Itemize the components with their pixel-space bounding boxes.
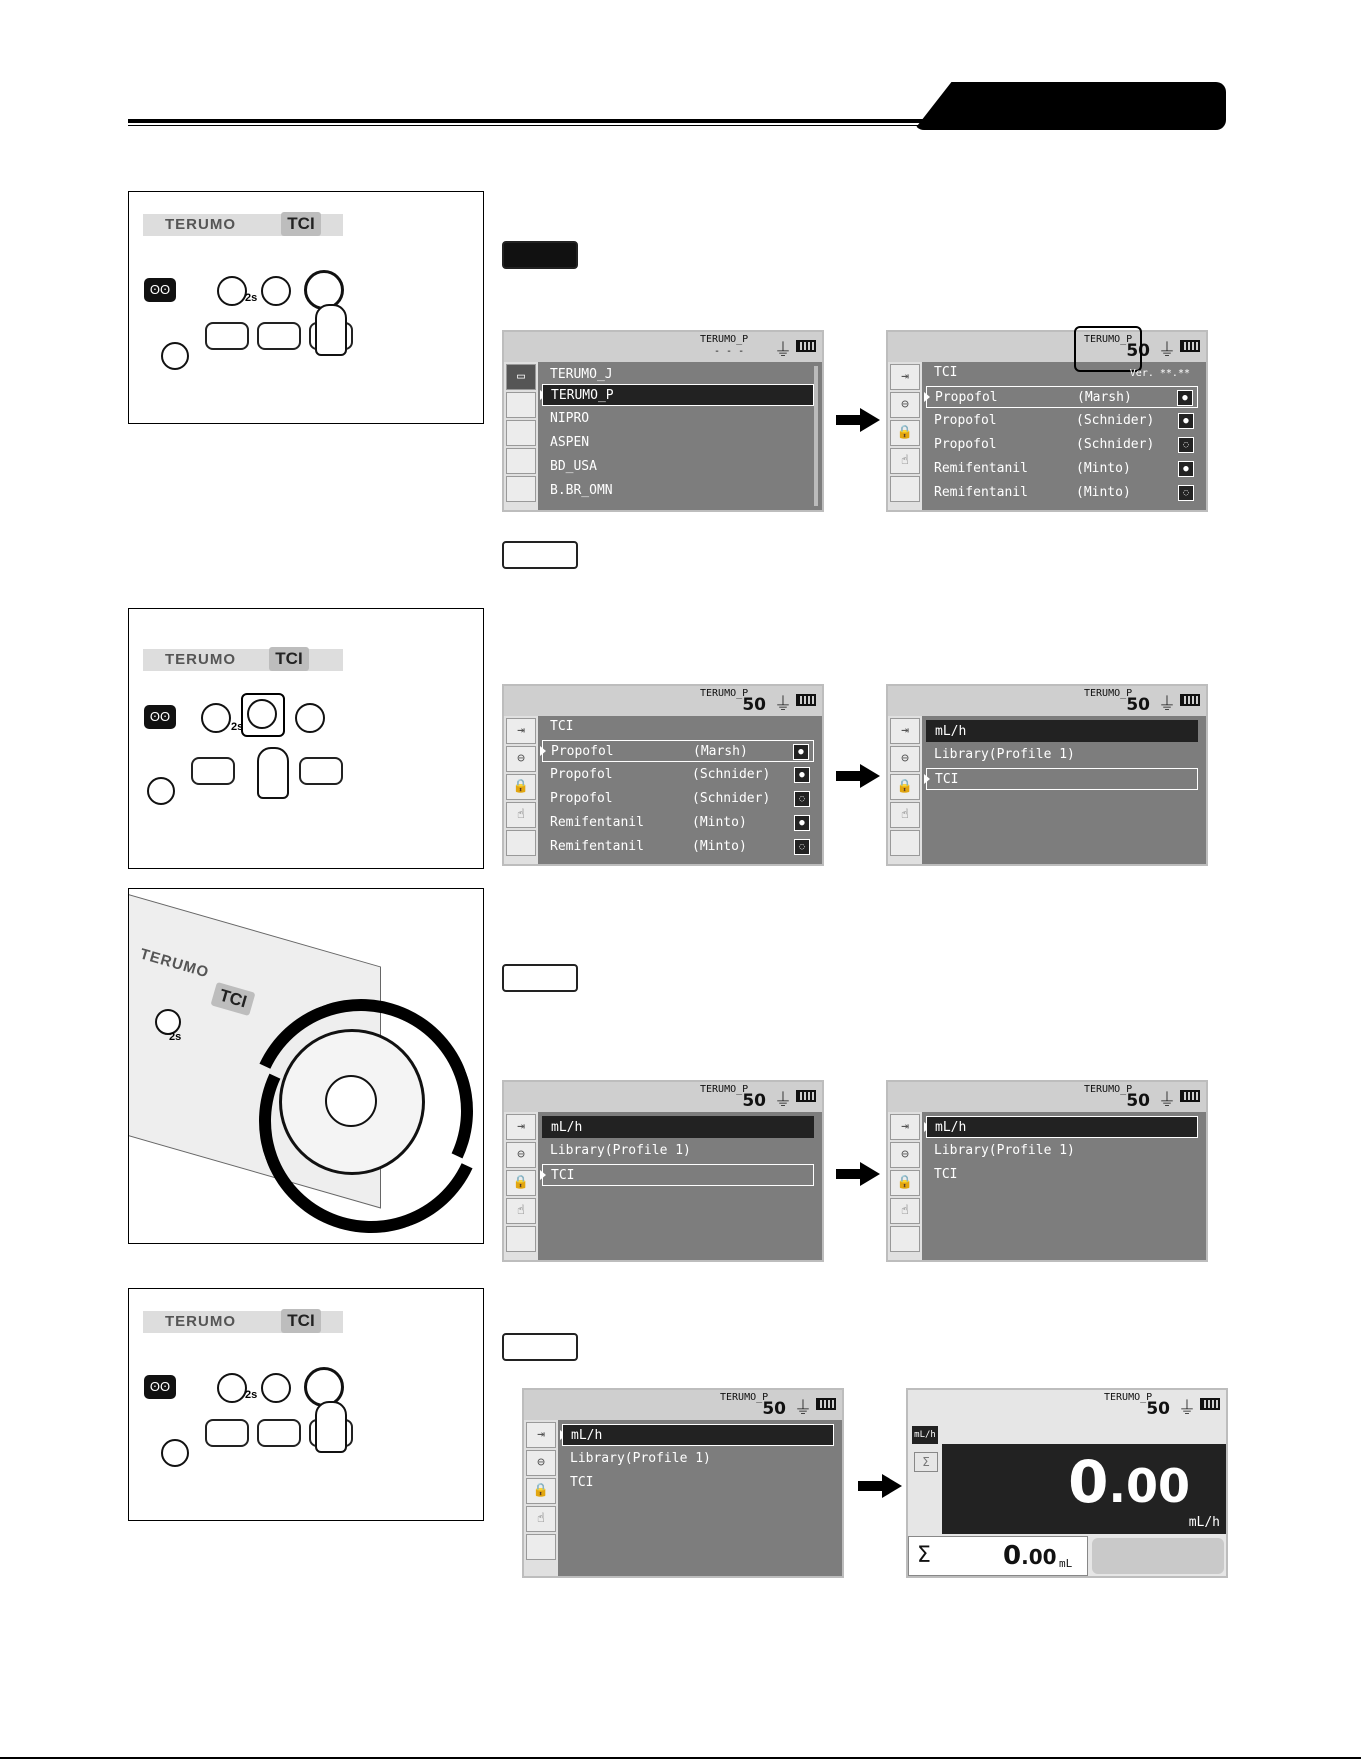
status-bar xyxy=(888,1082,1206,1112)
plug-icon: ⏚ xyxy=(774,340,792,361)
side-tab-blank[interactable] xyxy=(890,830,920,856)
drug-row[interactable]: Remifentanil (Minto) ◌ xyxy=(542,836,814,858)
key-2s-label: 2s xyxy=(231,721,244,733)
terumo-logo: TERUMO xyxy=(138,945,211,982)
menu-item-selected[interactable]: TCI xyxy=(542,1164,814,1186)
rewind-button[interactable] xyxy=(205,322,249,350)
terumo-logo: TERUMO xyxy=(165,651,236,668)
terumo-logo: TERUMO xyxy=(165,1313,236,1330)
plug-icon: ⏚ xyxy=(774,1090,792,1111)
drug-row[interactable]: Propofol (Schnider) ● xyxy=(542,764,814,786)
menu-item[interactable]: Library(Profile 1) xyxy=(934,1143,1075,1158)
status-bar xyxy=(504,1082,822,1112)
syringe-dashes: - - - xyxy=(714,346,745,357)
drug-row[interactable]: Propofol (Schnider) ◌ xyxy=(542,788,814,810)
battery-icon xyxy=(1180,694,1200,706)
syringe-brand-label: TERUMO_P xyxy=(1084,334,1133,345)
header-rule-thin xyxy=(128,125,928,126)
mode-menu-screen-2 xyxy=(502,1080,824,1262)
side-tab-blank[interactable] xyxy=(506,392,536,418)
battery-icon xyxy=(1200,1398,1220,1410)
rate-unit: mL/h xyxy=(1188,1515,1220,1530)
drug-row-selected[interactable]: Propofol (Marsh) ● xyxy=(926,386,1198,408)
syringe-brand-label: TERUMO_P xyxy=(700,334,749,345)
arrow-icon xyxy=(836,408,880,432)
chapter-tab xyxy=(914,82,1226,130)
lock-tab-icon[interactable]: 🔒 xyxy=(890,774,920,800)
menu-item[interactable]: Library(Profile 1) xyxy=(934,747,1075,762)
brain-icon: ◌ xyxy=(794,839,810,855)
drop-icon: ● xyxy=(794,767,810,783)
menu-button[interactable] xyxy=(201,703,231,733)
plug-icon: ⏚ xyxy=(1158,1090,1176,1111)
tci-badge: TCI xyxy=(269,647,309,671)
status-bar xyxy=(504,686,822,716)
syringe-brand-label: TERUMO_P xyxy=(720,1392,769,1403)
drug-row[interactable]: Remifentanil (Minto) ● xyxy=(542,812,814,834)
status-bar xyxy=(524,1390,842,1420)
brain-icon: ◌ xyxy=(794,791,810,807)
battery-icon xyxy=(816,1398,836,1410)
back-button[interactable] xyxy=(247,699,277,729)
tci-title: TCI xyxy=(550,719,574,734)
status-bar xyxy=(888,686,1206,716)
syringe-size: 50 xyxy=(1126,695,1150,715)
menu-button[interactable] xyxy=(217,276,247,306)
battery-icon xyxy=(1180,340,1200,352)
menu-item-selected[interactable]: TCI xyxy=(926,768,1198,790)
side-tab-blank[interactable] xyxy=(890,476,920,502)
plug-icon: ⏚ xyxy=(1158,694,1176,715)
power-button[interactable]: ʘʘ xyxy=(144,278,176,302)
finger-press-icon xyxy=(257,747,289,799)
rewind-button[interactable] xyxy=(191,757,235,785)
footer-rule xyxy=(0,1757,1361,1759)
status-bar xyxy=(504,332,822,362)
syringe-tab-icon[interactable]: ⇥ xyxy=(890,718,920,744)
side-tabs xyxy=(888,1112,922,1260)
plug-icon: ⏚ xyxy=(1178,1398,1196,1419)
step-badge xyxy=(502,1333,578,1361)
start-button[interactable] xyxy=(257,1419,301,1447)
lock-tab-icon[interactable]: 🔒 xyxy=(506,774,536,800)
syringe-brand-label: TERUMO_P xyxy=(1084,1084,1133,1095)
syringe-tab-icon[interactable]: ⇥ xyxy=(890,1114,920,1140)
menu-item[interactable]: Library(Profile 1) xyxy=(550,1143,691,1158)
tci-drug-screen xyxy=(886,330,1208,512)
syringe-tab-icon[interactable]: ⇥ xyxy=(890,364,920,390)
rewind-button[interactable] xyxy=(205,1419,249,1447)
keypad-illustration-2 xyxy=(128,608,484,869)
power-button[interactable]: ʘʘ xyxy=(144,1375,176,1399)
battery-icon xyxy=(1180,1090,1200,1102)
side-tab-blank[interactable] xyxy=(506,448,536,474)
drug-row[interactable]: Propofol (Schnider) ◌ xyxy=(926,434,1198,456)
menu-item[interactable]: mL/h xyxy=(542,1116,814,1138)
syringe-tab-icon[interactable]: ▭ xyxy=(506,364,536,390)
drug-row-selected[interactable]: Propofol (Marsh) ● xyxy=(542,740,814,762)
rate-panel xyxy=(942,1444,1226,1534)
start-button[interactable] xyxy=(257,322,301,350)
drop-icon: ● xyxy=(1177,390,1193,406)
lock-tab-icon[interactable]: 🔒 xyxy=(506,1170,536,1196)
list-item[interactable]: NIPRO xyxy=(550,411,590,426)
touch-tab-icon[interactable]: ☝ xyxy=(506,1198,536,1224)
list-item[interactable]: ASPEN xyxy=(550,435,590,450)
brain-icon: ◌ xyxy=(1178,485,1194,501)
occlusion-tab-icon[interactable]: ⊖ xyxy=(526,1450,556,1476)
key-2s-label: 2s xyxy=(169,1031,182,1043)
side-tab-blank[interactable] xyxy=(890,1226,920,1252)
lock-tab-icon[interactable]: 🔒 xyxy=(890,1170,920,1196)
side-tabs xyxy=(504,362,538,510)
menu-item-selected[interactable]: mL/h xyxy=(926,1116,1198,1138)
syringe-brand-label: TERUMO_P xyxy=(700,688,749,699)
rate-value: 0.00 xyxy=(1068,1448,1190,1516)
list-item[interactable]: BD_USA xyxy=(550,459,597,474)
header-rule xyxy=(128,119,928,123)
back-button[interactable] xyxy=(261,276,291,306)
total-unit: mL xyxy=(1059,1557,1073,1570)
side-tabs xyxy=(524,1420,558,1576)
indicator-circle xyxy=(161,342,189,370)
drop-icon: ● xyxy=(1178,461,1194,477)
battery-icon xyxy=(796,1090,816,1102)
syringe-list-screen xyxy=(502,330,824,512)
mode-menu-screen-4 xyxy=(522,1388,844,1578)
step-badge-dark xyxy=(502,241,578,269)
syringe-tab-icon[interactable]: ⇥ xyxy=(506,1114,536,1140)
drop-icon: ● xyxy=(1178,413,1194,429)
occlusion-tab-icon[interactable]: ⊖ xyxy=(890,392,920,418)
side-tab-blank[interactable] xyxy=(506,476,536,502)
mode-menu-screen-3 xyxy=(886,1080,1208,1262)
syringe-tab-icon[interactable]: ⇥ xyxy=(506,718,536,744)
arrow-icon xyxy=(836,1162,880,1186)
step-badge xyxy=(502,541,578,569)
syringe-size: 50 xyxy=(1126,1091,1150,1111)
sigma-icon: Σ xyxy=(917,1543,931,1568)
step-badge xyxy=(502,964,578,992)
unit-tab[interactable]: mL/h xyxy=(912,1426,938,1444)
syringe-size: 50 xyxy=(1126,341,1150,361)
plug-icon: ⏚ xyxy=(1158,340,1176,361)
indicator-circle xyxy=(147,777,175,805)
syringe-brand-label: TERUMO_P xyxy=(700,1084,749,1095)
occlusion-tab-icon[interactable]: ⊖ xyxy=(506,1142,536,1168)
occlusion-tab-icon[interactable]: ⊖ xyxy=(890,746,920,772)
syringe-brand-label: TERUMO_P xyxy=(1104,1392,1153,1403)
sigma-tab-icon[interactable]: Σ xyxy=(914,1452,938,1472)
back-button[interactable] xyxy=(261,1373,291,1403)
plug-icon: ⏚ xyxy=(794,1398,812,1419)
tci-badge: TCI xyxy=(210,982,255,1016)
power-button[interactable]: ʘʘ xyxy=(144,705,176,729)
syringe-size: 50 xyxy=(762,1399,786,1419)
brain-icon: ◌ xyxy=(1178,437,1194,453)
scrollbar[interactable] xyxy=(814,366,818,506)
stop-button[interactable] xyxy=(299,757,343,785)
list-item[interactable]: TERUMO_J xyxy=(550,367,613,382)
side-tabs xyxy=(888,716,922,864)
key-2s-label: 2s xyxy=(245,1389,258,1401)
confirm-button[interactable] xyxy=(295,703,325,733)
menu-item[interactable]: Library(Profile 1) xyxy=(570,1451,711,1466)
lock-tab-icon[interactable]: 🔒 xyxy=(526,1478,556,1504)
tci-drug-screen-2 xyxy=(502,684,824,866)
touch-tab-icon[interactable]: ☝ xyxy=(890,448,920,474)
drop-icon: ● xyxy=(794,815,810,831)
side-tab-blank[interactable] xyxy=(526,1534,556,1560)
battery-icon xyxy=(796,694,816,706)
occlusion-tab-icon[interactable]: ⊖ xyxy=(890,1142,920,1168)
keypad-illustration-1 xyxy=(128,191,484,424)
touch-tab-icon[interactable]: ☝ xyxy=(506,802,536,828)
syringe-size: 50 xyxy=(742,695,766,715)
lock-tab-icon[interactable]: 🔒 xyxy=(890,420,920,446)
side-tab-blank[interactable] xyxy=(506,420,536,446)
side-tabs xyxy=(888,362,922,510)
key-2s-label: 2s xyxy=(245,292,258,304)
indicator-circle xyxy=(161,1439,189,1467)
plug-icon: ⏚ xyxy=(774,694,792,715)
status-panel xyxy=(1092,1538,1224,1574)
status-bar xyxy=(908,1390,1226,1420)
syringe-tab-icon[interactable]: ⇥ xyxy=(526,1422,556,1448)
dial-illustration xyxy=(128,888,484,1244)
arrow-icon xyxy=(836,764,880,788)
rate-screen xyxy=(906,1388,1228,1578)
drug-row[interactable]: Remifentanil (Minto) ◌ xyxy=(926,482,1198,504)
list-item[interactable]: B.BR_OMN xyxy=(550,483,613,498)
syringe-size: 50 xyxy=(1146,1399,1170,1419)
total-value: 0.00 xyxy=(1003,1541,1057,1571)
touch-tab-icon[interactable]: ☝ xyxy=(890,802,920,828)
finger-press-icon xyxy=(315,1401,347,1453)
drug-row[interactable]: Remifentanil (Minto) ● xyxy=(926,458,1198,480)
touch-tab-icon[interactable]: ☝ xyxy=(890,1198,920,1224)
tci-title: TCI xyxy=(934,365,958,380)
drop-icon: ● xyxy=(793,744,809,760)
version-label: Ver. **.** xyxy=(1129,368,1190,379)
menu-item[interactable]: TCI xyxy=(934,1167,958,1182)
arrow-icon xyxy=(858,1474,902,1498)
status-bar xyxy=(888,332,1206,362)
side-tab-blank[interactable] xyxy=(506,1226,536,1252)
syringe-brand-label: TERUMO_P xyxy=(1084,688,1133,699)
side-tabs xyxy=(504,1112,538,1260)
battery-icon xyxy=(796,340,816,352)
total-panel xyxy=(908,1536,1088,1576)
tci-badge: TCI xyxy=(281,212,321,236)
menu-item[interactable]: TCI xyxy=(570,1475,594,1490)
touch-tab-icon[interactable]: ☝ xyxy=(526,1506,556,1532)
finger-press-icon xyxy=(315,304,347,356)
menu-item[interactable]: mL/h xyxy=(926,720,1198,742)
tci-badge: TCI xyxy=(281,1309,321,1333)
drug-row[interactable]: Propofol (Schnider) ● xyxy=(926,410,1198,432)
terumo-logo: TERUMO xyxy=(165,216,236,233)
syringe-size: 50 xyxy=(742,1091,766,1111)
keypad-illustration-3 xyxy=(128,1288,484,1521)
list-item-selected[interactable]: TERUMO_P xyxy=(542,384,814,406)
side-tabs xyxy=(504,716,538,864)
menu-button[interactable] xyxy=(217,1373,247,1403)
mode-menu-screen xyxy=(886,684,1208,866)
side-tab-blank[interactable] xyxy=(506,830,536,856)
menu-item-selected[interactable]: mL/h xyxy=(562,1424,834,1446)
occlusion-tab-icon[interactable]: ⊖ xyxy=(506,746,536,772)
